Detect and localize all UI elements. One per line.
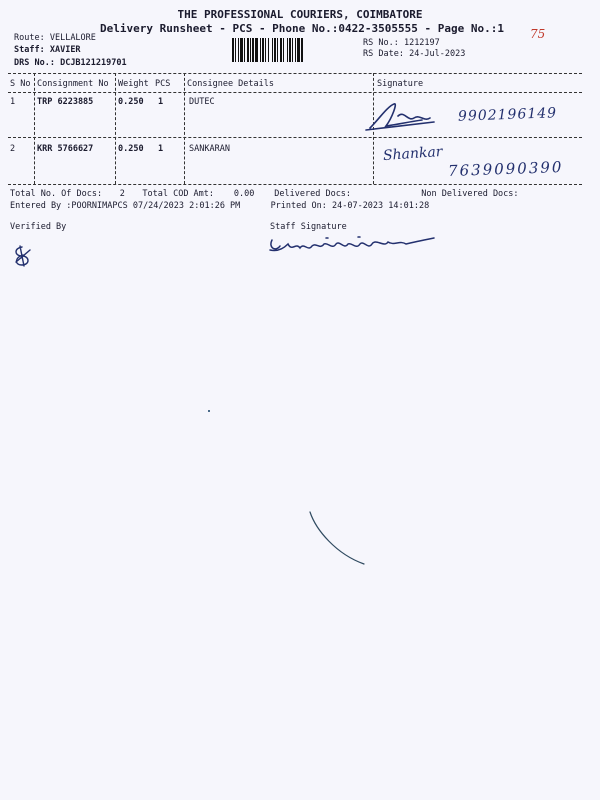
- row-weight: 0.250: [118, 144, 144, 154]
- col-divider: [34, 73, 35, 184]
- table-header-rule: [8, 92, 582, 93]
- row-consignee: SANKARAN: [189, 144, 230, 154]
- route-line: [14, 33, 96, 43]
- row-pcs: 1: [158, 144, 164, 154]
- entered-by-value: POORNIMAPCS 07/24/2023 2:01:26 PM: [71, 201, 241, 211]
- row-sno: 2: [10, 144, 16, 154]
- summary-line: [10, 189, 519, 199]
- row-pcs: 1: [158, 97, 164, 107]
- total-docs-label: Total No. Of Docs:: [10, 189, 103, 199]
- staff-signature: [266, 234, 438, 258]
- staff-signature-label: Staff Signature: [270, 222, 347, 232]
- stray-dot: [208, 410, 210, 412]
- row-sno: 1: [10, 97, 16, 107]
- barcode-bar: [303, 38, 304, 62]
- staff-line: [14, 45, 81, 55]
- col-divider: [184, 73, 185, 184]
- total-docs-value: 2: [119, 189, 125, 199]
- barcode: [232, 38, 356, 62]
- verified-by-initial-signature: [10, 244, 36, 268]
- company-name: THE PROFESSIONAL COURIERS, COIMBATORE: [177, 8, 423, 21]
- staff-label: Staff:: [14, 45, 45, 55]
- rs-no-value: 1212197: [403, 38, 440, 48]
- col-divider: [115, 73, 116, 184]
- signature-row2-phone: 7639090390: [447, 157, 564, 181]
- rs-no-label: RS No.:: [363, 38, 399, 48]
- col-header-pcs: PCS: [155, 79, 171, 89]
- table-top-rule: [8, 73, 582, 74]
- col-header-consignee: Consignee Details: [187, 79, 274, 89]
- rs-date-line: [363, 49, 465, 59]
- rs-date-label: RS Date:: [363, 49, 404, 59]
- printed-on-value: 24-07-2023 14:01:28: [331, 201, 430, 211]
- signature-row2-name: Shankar: [382, 143, 443, 165]
- rs-date-value: 24-Jul-2023: [409, 49, 466, 59]
- rs-no-line: [363, 38, 440, 48]
- entered-by-label: Entered By :: [10, 201, 72, 211]
- col-header-signature: Signature: [377, 79, 424, 89]
- entered-line: [10, 201, 429, 211]
- handwritten-page-number: 75: [530, 27, 546, 41]
- drs-line: [14, 58, 127, 68]
- delivered-label: Delivered Docs:: [274, 189, 352, 199]
- row-consignment: KRR 5766627: [37, 144, 94, 154]
- drs-label: DRS No.:: [14, 58, 55, 68]
- row-weight: 0.250: [118, 97, 144, 107]
- cod-value: 0.00: [233, 189, 255, 199]
- staff-value: XAVIER: [49, 45, 81, 55]
- stray-pen-mark: [306, 510, 368, 568]
- drs-value: DCJB121219701: [60, 58, 127, 68]
- col-header-consignment: Consignment No: [37, 79, 109, 89]
- signature-row1-phone: 9902196149: [457, 105, 558, 125]
- row-consignment: TRP 6223885: [37, 97, 94, 107]
- non-delivered-label: Non Delivered Docs:: [421, 189, 519, 199]
- runsheet-title: Delivery Runsheet - PCS - Phone No.:0422-3505555 - Page No.:1: [100, 22, 504, 35]
- cod-label: Total COD Amt:: [142, 189, 215, 199]
- printed-on-label: Printed On:: [270, 201, 327, 211]
- col-header-weight: Weight: [118, 79, 149, 89]
- route-value: VELLALORE: [49, 33, 96, 43]
- row-consignee: DUTEC: [189, 97, 215, 107]
- verified-by-label: Verified By: [10, 222, 67, 232]
- table-bottom-rule: [8, 184, 582, 185]
- route-label: Route:: [14, 33, 45, 43]
- col-header-sno: S No: [10, 79, 31, 89]
